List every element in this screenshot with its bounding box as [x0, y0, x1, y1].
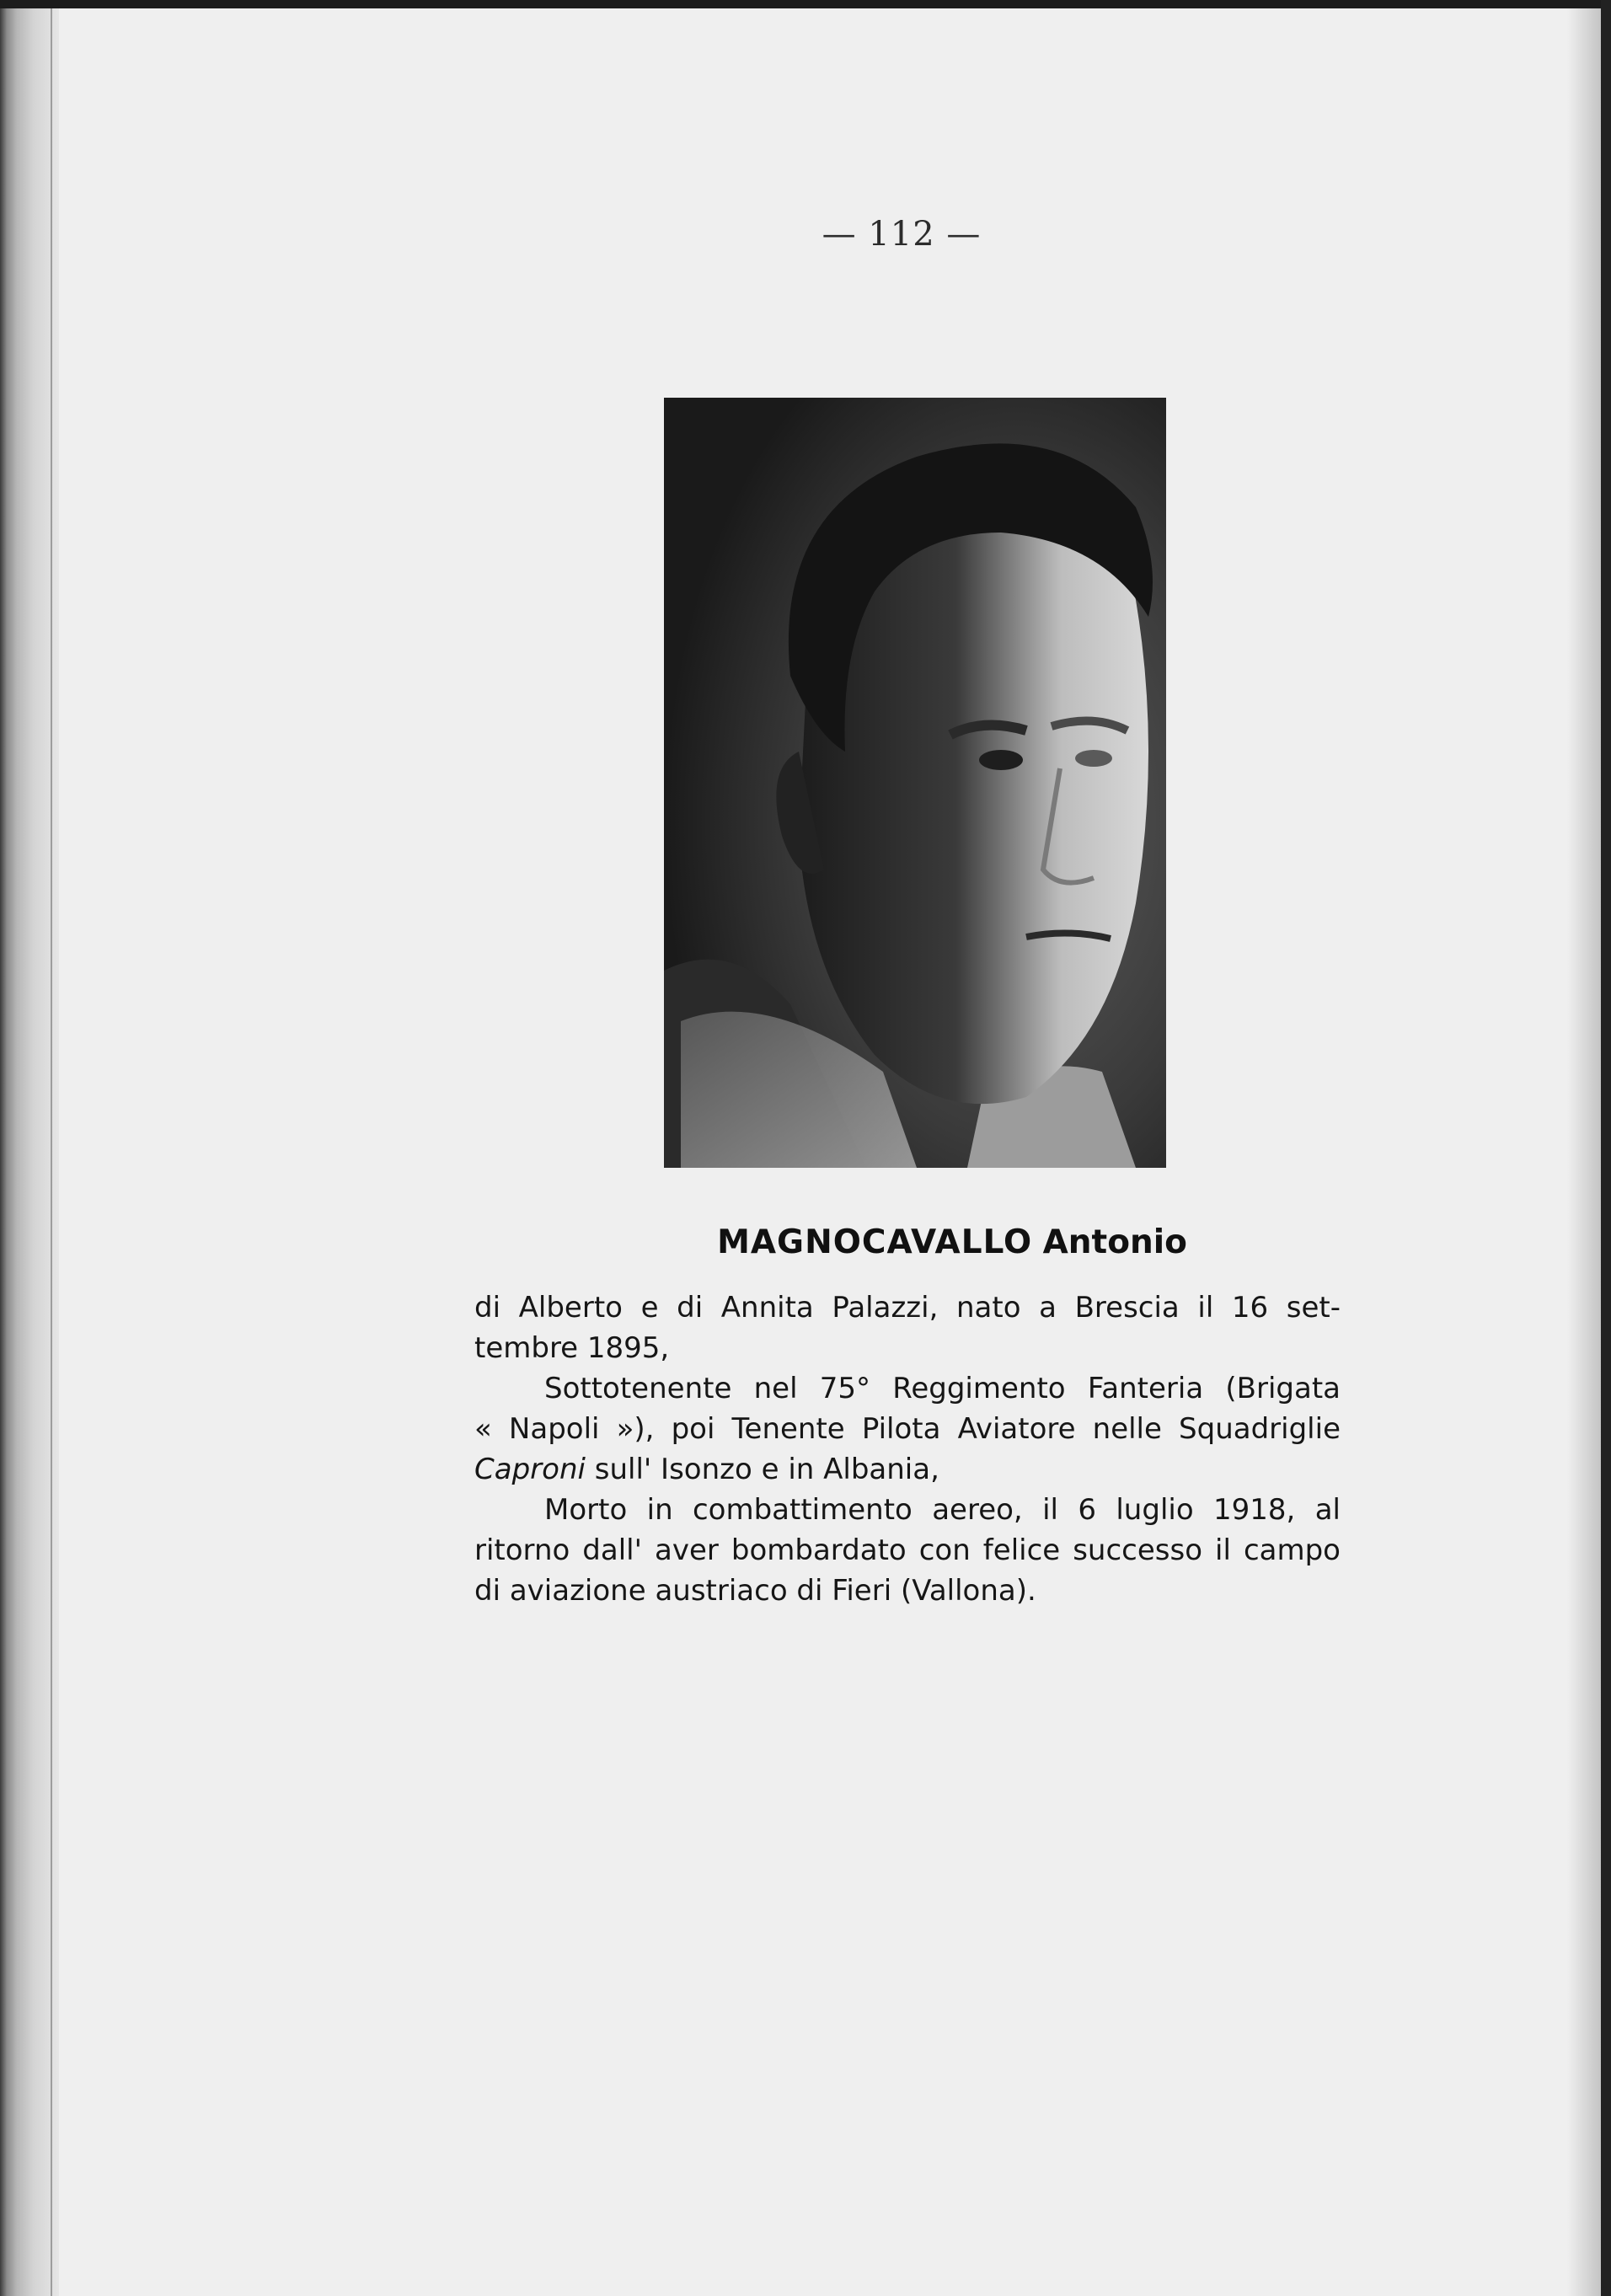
bio-line-2: tembre 1895, — [474, 1331, 670, 1365]
entry-heading — [472, 1223, 1432, 1261]
entry-firstname: Antonio — [1042, 1223, 1187, 1261]
bio-line-5-italic: Caproni — [474, 1453, 586, 1486]
page-number: — 112 — — [822, 215, 982, 254]
bio-line-7: ritorno dall' aver bombardato con felice successo il campo — [474, 1533, 1341, 1567]
portrait-photo — [664, 398, 1166, 1168]
bio-line-3: Sottotenente nel 75° Reggimento Fanteria (Brigata — [544, 1372, 1341, 1405]
portrait-photo-icon — [664, 398, 1166, 1168]
bio-line-8: di aviazione austriaco di Fieri (Vallona). — [474, 1574, 1036, 1608]
page-edge-line — [51, 8, 52, 2296]
bio-line-6: Morto in combattimento aereo, il 6 luglio 1918, al — [544, 1493, 1341, 1527]
bio-line-5 — [474, 1449, 1341, 1490]
entry-biography — [474, 1287, 1341, 1611]
bio-line-1: di Alberto e di Annita Palazzi, nato a Brescia il 16 set- — [474, 1291, 1341, 1325]
entry-surname: MAGNOCAVALLO — [717, 1223, 1033, 1261]
right-scan-border — [1601, 0, 1611, 2296]
right-edge-shadow — [1567, 0, 1601, 2296]
top-scan-border — [0, 0, 1611, 8]
bio-line-4: « Napoli »), poi Tenente Pilota Aviatore nelle Squadriglie — [474, 1412, 1341, 1446]
bio-line-5-rest: sull' Isonzo e in Albania, — [585, 1453, 939, 1486]
